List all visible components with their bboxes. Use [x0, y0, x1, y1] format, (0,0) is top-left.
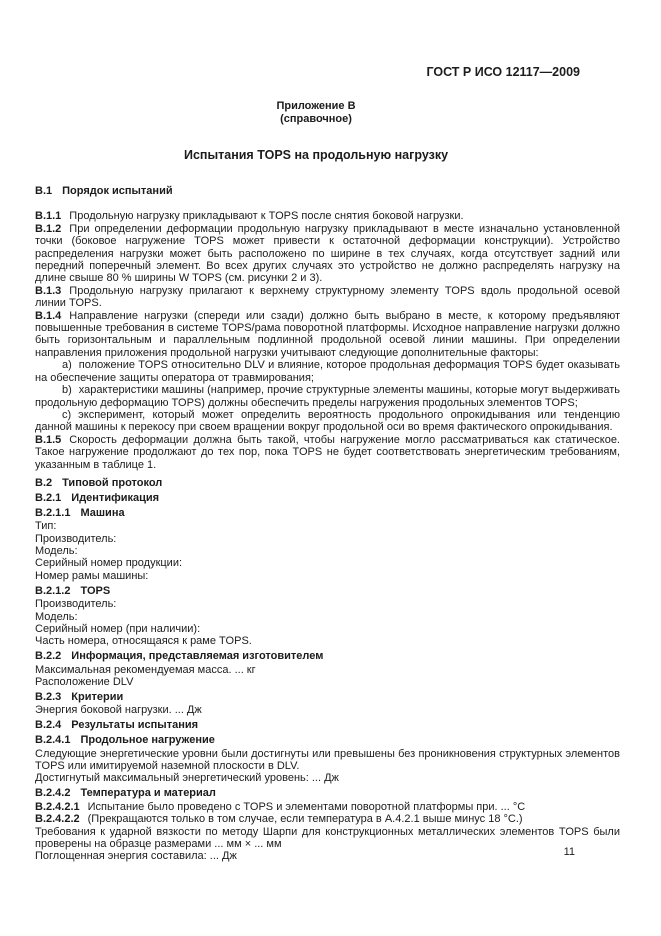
paragraph — [35, 285, 620, 310]
clause-number: В.2.4 — [35, 719, 62, 732]
heading-text: Порядок испытаний — [62, 185, 173, 197]
form-line: Часть номера, относящаяся к раме TOPS. — [35, 635, 252, 648]
form-line: Серийный номер продукции: — [35, 557, 183, 570]
heading-text: Информация, представляемая изготовителем — [71, 650, 324, 663]
appendix-heading-block — [36, 100, 596, 163]
section-heading — [35, 650, 620, 662]
clause-number: В.2 — [35, 476, 53, 489]
clause-text: Продольную нагрузку прилагают к верхнему структурному элементу TOPS вдоль продольной осевой линии TOPS. — [35, 284, 620, 310]
appendix-label: Приложение В — [276, 100, 356, 112]
list-item — [35, 359, 620, 384]
paragraph: Требования к ударной вязкости по методу Шарпи для конструкционных металлических элементов TOPS были проверены на образце размерами ... мм × ... мм — [35, 825, 620, 850]
list-marker: a) — [62, 359, 72, 372]
clause-number: В.1 — [35, 185, 53, 197]
form-line: Производитель: — [35, 532, 117, 545]
clause-number: В.1.5 — [35, 433, 62, 446]
document-body — [35, 185, 620, 863]
clause-text: Скорость деформации должна быть такой, чтобы нагружение могло рассматриваться как статическое. Такое нагружение продолжают до тех пор, пока TOPS не будет соответствовать энергетическим требованиям, указанным в таблице 1. — [35, 433, 620, 471]
clause-number: В.1.1 — [35, 210, 62, 223]
form-line: Максимальная рекомендуемая масса. ... кг — [35, 663, 256, 676]
clause-number: В.2.1.1 — [35, 506, 71, 519]
form-line: Модель: — [35, 610, 78, 623]
clause-number: В.2.1.2 — [35, 584, 71, 597]
section-heading — [35, 585, 620, 597]
heading-text: Температура и материал — [80, 787, 216, 800]
form-line: Модель: — [35, 544, 78, 557]
heading-text: Машина — [80, 506, 125, 519]
form-line: Достигнутый максимальный энергетический уровень: ... Дж — [35, 772, 339, 785]
clause-number: В.2.2 — [35, 650, 62, 663]
clause-number: В.2.4.2.1 — [35, 800, 80, 813]
page-title: Испытания TOPS на продольную нагрузку — [183, 148, 449, 162]
paragraph — [35, 434, 620, 471]
paragraph: Следующие энергетические уровни были достигнуты или превышены без проникновения структурных элементов TOPS или имитируемой наземной плоскости в DLV. — [35, 747, 620, 772]
clause-text: Испытание было проведено с TOPS и элементами поворотной платформы при. ... °С — [87, 800, 526, 813]
clause-number: В.2.3 — [35, 690, 62, 703]
page-number: 11 — [563, 846, 575, 858]
clause-number: В.2.4.1 — [35, 734, 71, 747]
form-line: Расположение DLV — [35, 676, 134, 689]
heading-text: Типовой протокол — [62, 476, 163, 489]
paragraph — [35, 310, 620, 360]
section-heading — [35, 185, 620, 197]
form-line: Номер рамы машины: — [35, 569, 149, 582]
form-line: Поглощенная энергия составила: ... Дж — [35, 850, 237, 863]
standard-reference: ГОСТ Р ИСО 12117—2009 — [426, 65, 580, 79]
list-item-text: характеристики машины (например, прочие структурные элементы машины, которые могут выдерживать продольную деформацию TOPS) должны обеспечить пределы нагружения продольных элементов TOPS; — [35, 384, 620, 409]
section-heading — [35, 787, 620, 799]
list-marker: c) — [62, 408, 72, 421]
heading-text: Идентификация — [71, 491, 160, 504]
clause-text: При определении деформации продольную нагрузку прикладывают в месте изначально установленной точки (боковое нагружение TOPS может привести к остаточной деформации конструкции). Устройство распределения нагрузки может быть расположено по ширине в тех случаях, когда отсутствует задний или передний поперечный элемент. Во всех других случаях это устройство не должно распределять нагрузку на длине свыше 80 % ширины W TOPS (см. рисунки 2 и 3). — [35, 222, 620, 285]
form-line: Тип: — [35, 520, 57, 533]
clause-number: В.2.4.2.2 — [35, 813, 80, 826]
clause-text: Продольную нагрузку прикладывают к TOPS после снятия боковой нагрузки. — [69, 210, 464, 223]
section-heading — [35, 734, 620, 746]
clause-text: (Прекращаются только в том случае, если температура в А.4.2.1 выше минус 18 °С.) — [87, 813, 523, 826]
list-marker: b) — [62, 384, 72, 397]
heading-text: Результаты испытания — [71, 719, 199, 732]
list-item-text: положение TOPS относительно DLV и влияние, которое продольная деформация TOPS будет оказывать на обеспечение защиты оператора от травмирования; — [35, 359, 620, 384]
section-heading — [35, 719, 620, 731]
clause-number: В.2.4.2 — [35, 787, 71, 800]
paragraph — [35, 223, 620, 285]
list-item-text: эксперимент, который может определить вероятность продольного опрокидывания или тенденцию данной машины к перекосу при своем вращении вокруг продольной оси во время фактического опрокидывания. — [35, 408, 620, 434]
paragraph — [35, 210, 620, 222]
form-line: Энергия боковой нагрузки. ... Дж — [35, 704, 202, 717]
section-heading — [35, 691, 620, 703]
appendix-kind: (справочное) — [280, 113, 352, 125]
clause-number: В.1.3 — [35, 284, 62, 297]
form-line: Производитель: — [35, 598, 117, 611]
heading-text: TOPS — [80, 584, 111, 597]
paragraph — [35, 813, 620, 825]
form-line: Серийный номер (при наличии): — [35, 622, 201, 635]
heading-text: Критерии — [71, 690, 124, 703]
section-heading — [35, 492, 620, 504]
heading-text: Продольное нагружение — [80, 734, 215, 747]
section-heading — [35, 477, 620, 489]
section-heading — [35, 507, 620, 519]
clause-number: В.2.1 — [35, 491, 62, 504]
list-item — [35, 409, 620, 434]
paragraph — [35, 801, 620, 813]
list-item — [35, 384, 620, 409]
clause-text: Направление нагрузки (спереди или сзади) должно быть выбрано в месте, к которому предъявляют повышенные требования в системе TOPS/рама поворотной платформы. Исходное направление нагрузки должно быть горизонтальным и параллельным подлинной продольной осевой линии машины. При определении направления приложения продольной нагрузки учитывают следующие дополнительные факторы: — [35, 309, 620, 359]
clause-number: В.1.2 — [35, 222, 62, 235]
clause-number: В.1.4 — [35, 309, 62, 322]
